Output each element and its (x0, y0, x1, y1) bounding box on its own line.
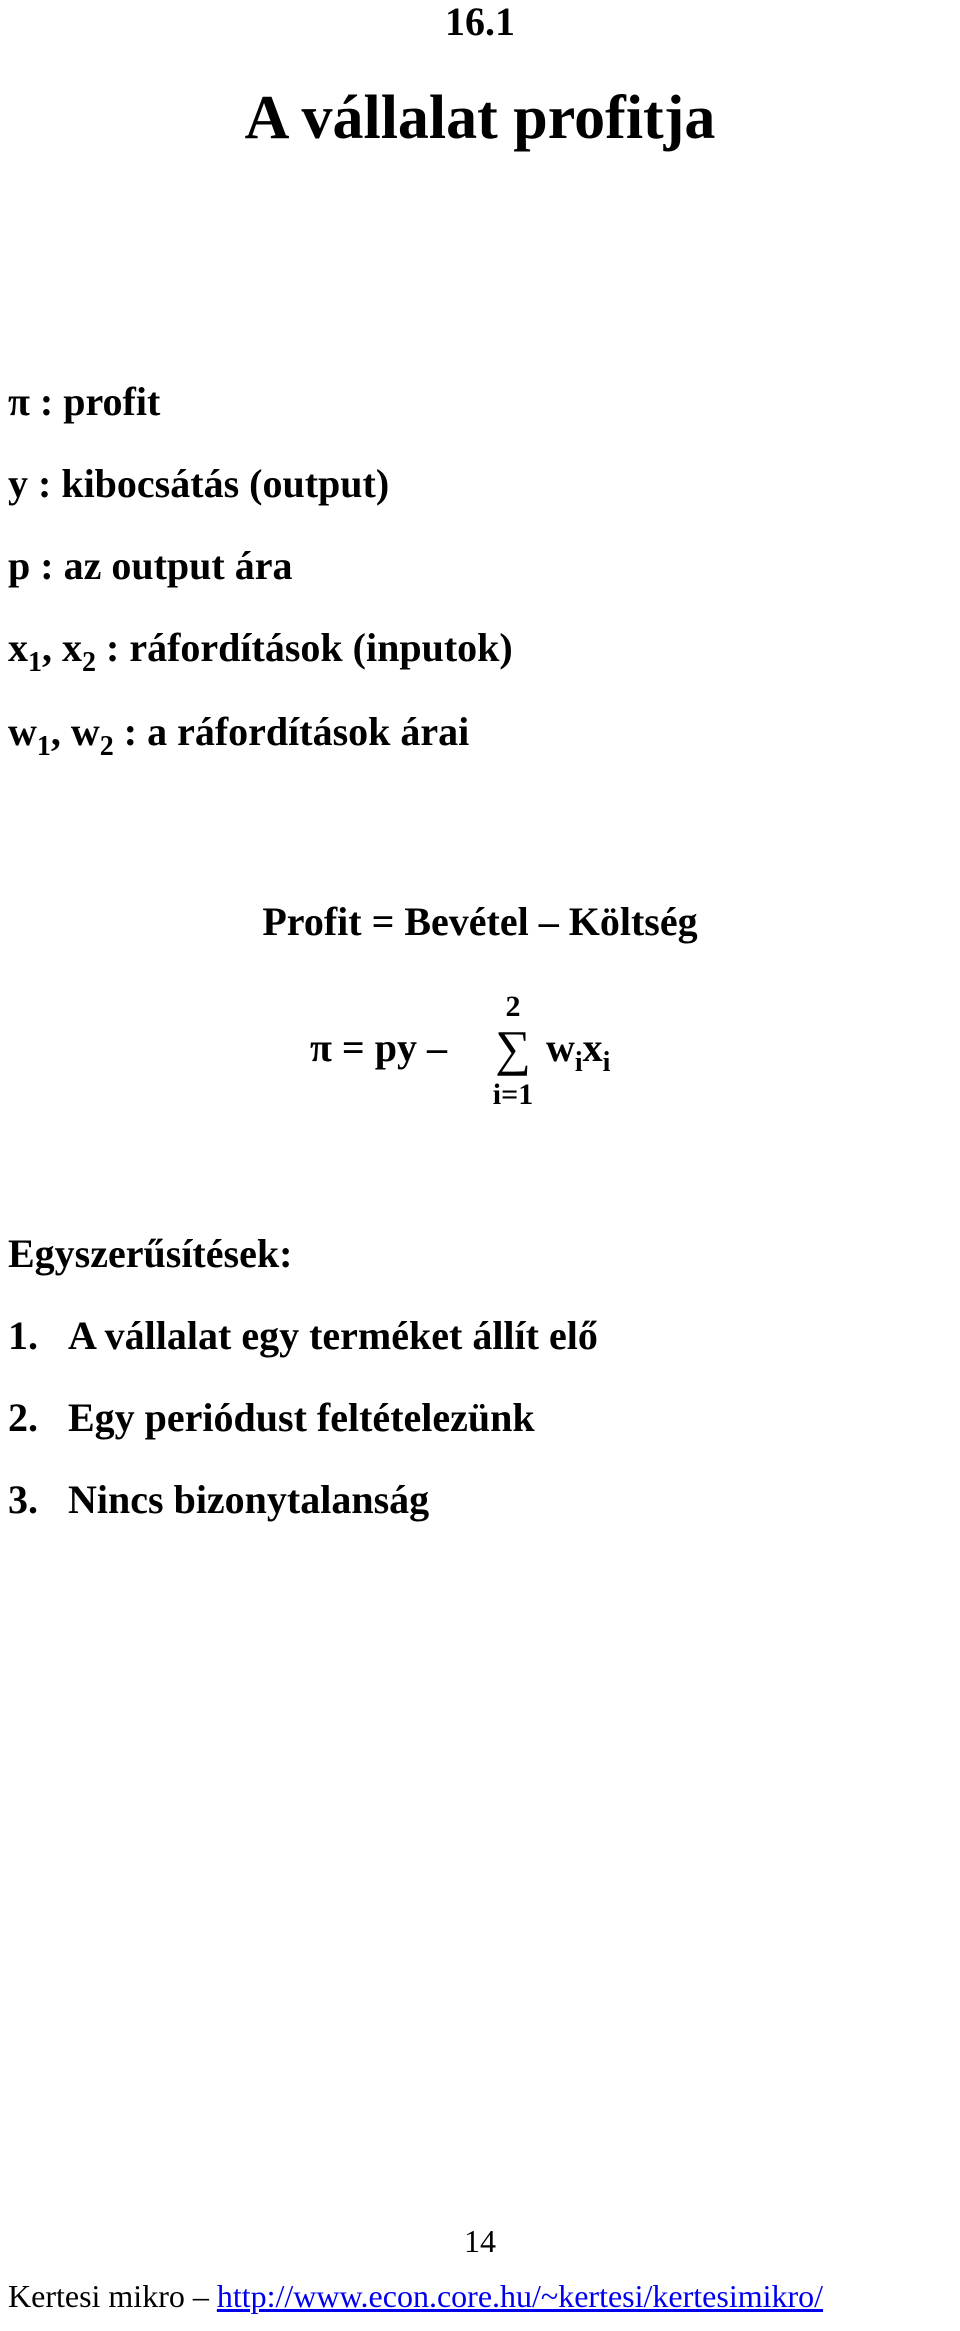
definition-symbol: x (62, 625, 82, 670)
definition-symbol: x (8, 625, 28, 670)
page-title: A vállalat profitja (244, 84, 716, 152)
definition-text: : profit (29, 379, 161, 424)
list-number: 2. (8, 1395, 38, 1440)
definition-symbol: w (70, 709, 100, 754)
list-text: Nincs bizonytalanság (68, 1477, 430, 1522)
definition-output (8, 460, 389, 508)
definition-symbol: π (8, 379, 30, 424)
list-item (8, 1476, 429, 1524)
simplifications-heading: Egyszerűsítések: (8, 1231, 293, 1276)
definition-input-prices (8, 708, 470, 762)
profit-formula (310, 990, 670, 1120)
definition-separator: , (50, 709, 71, 754)
section-number: 16.1 (445, 0, 515, 44)
definition-text: : a ráfordítások árai (113, 709, 470, 754)
list-item (8, 1394, 535, 1442)
list-item (8, 1312, 598, 1360)
definition-text: : ráfordítások (inputok) (96, 625, 513, 670)
definition-text: : kibocsátás (output) (28, 461, 390, 506)
list-text: A vállalat egy terméket állít elő (68, 1313, 598, 1358)
formula-sub: i (602, 1047, 611, 1078)
summation-sign-icon: ∑ (495, 1020, 531, 1076)
definition-symbol: p (8, 543, 31, 588)
list-number: 1. (8, 1313, 38, 1358)
formula-var-w: w (546, 1025, 575, 1070)
summation-upper-limit: 2 (505, 990, 521, 1023)
formula-lhs: π = py – (310, 1025, 447, 1070)
definition-subscript: 1 (28, 647, 42, 678)
definition-subscript: 2 (99, 731, 114, 762)
summation-lower-limit: i=1 (492, 1078, 534, 1111)
definition-symbol: y (8, 461, 28, 506)
footer-link[interactable]: http://www.econ.core.hu/~kertesi/kertesimikro/ (216, 2278, 824, 2314)
definition-subscript: 2 (82, 647, 96, 678)
formula-var-x: x (582, 1025, 603, 1070)
definition-price (8, 542, 292, 590)
definition-symbol: w (8, 709, 37, 754)
profit-formula-words: Profit = Bevétel – Költség (262, 899, 698, 944)
footer-author: Kertesi mikro – (8, 2278, 217, 2314)
definition-separator: , (42, 625, 62, 670)
page-footer (8, 2276, 823, 2316)
page-number: 14 (464, 2223, 496, 2259)
definition-subscript: 1 (36, 731, 51, 762)
definition-profit (8, 378, 160, 426)
list-number: 3. (8, 1477, 38, 1522)
definition-text: : az output ára (30, 543, 293, 588)
definition-inputs (8, 624, 513, 678)
summation (478, 990, 548, 1120)
formula-sub: i (574, 1047, 583, 1078)
formula-term (546, 1024, 611, 1078)
list-text: Egy periódust feltételezünk (68, 1395, 535, 1440)
